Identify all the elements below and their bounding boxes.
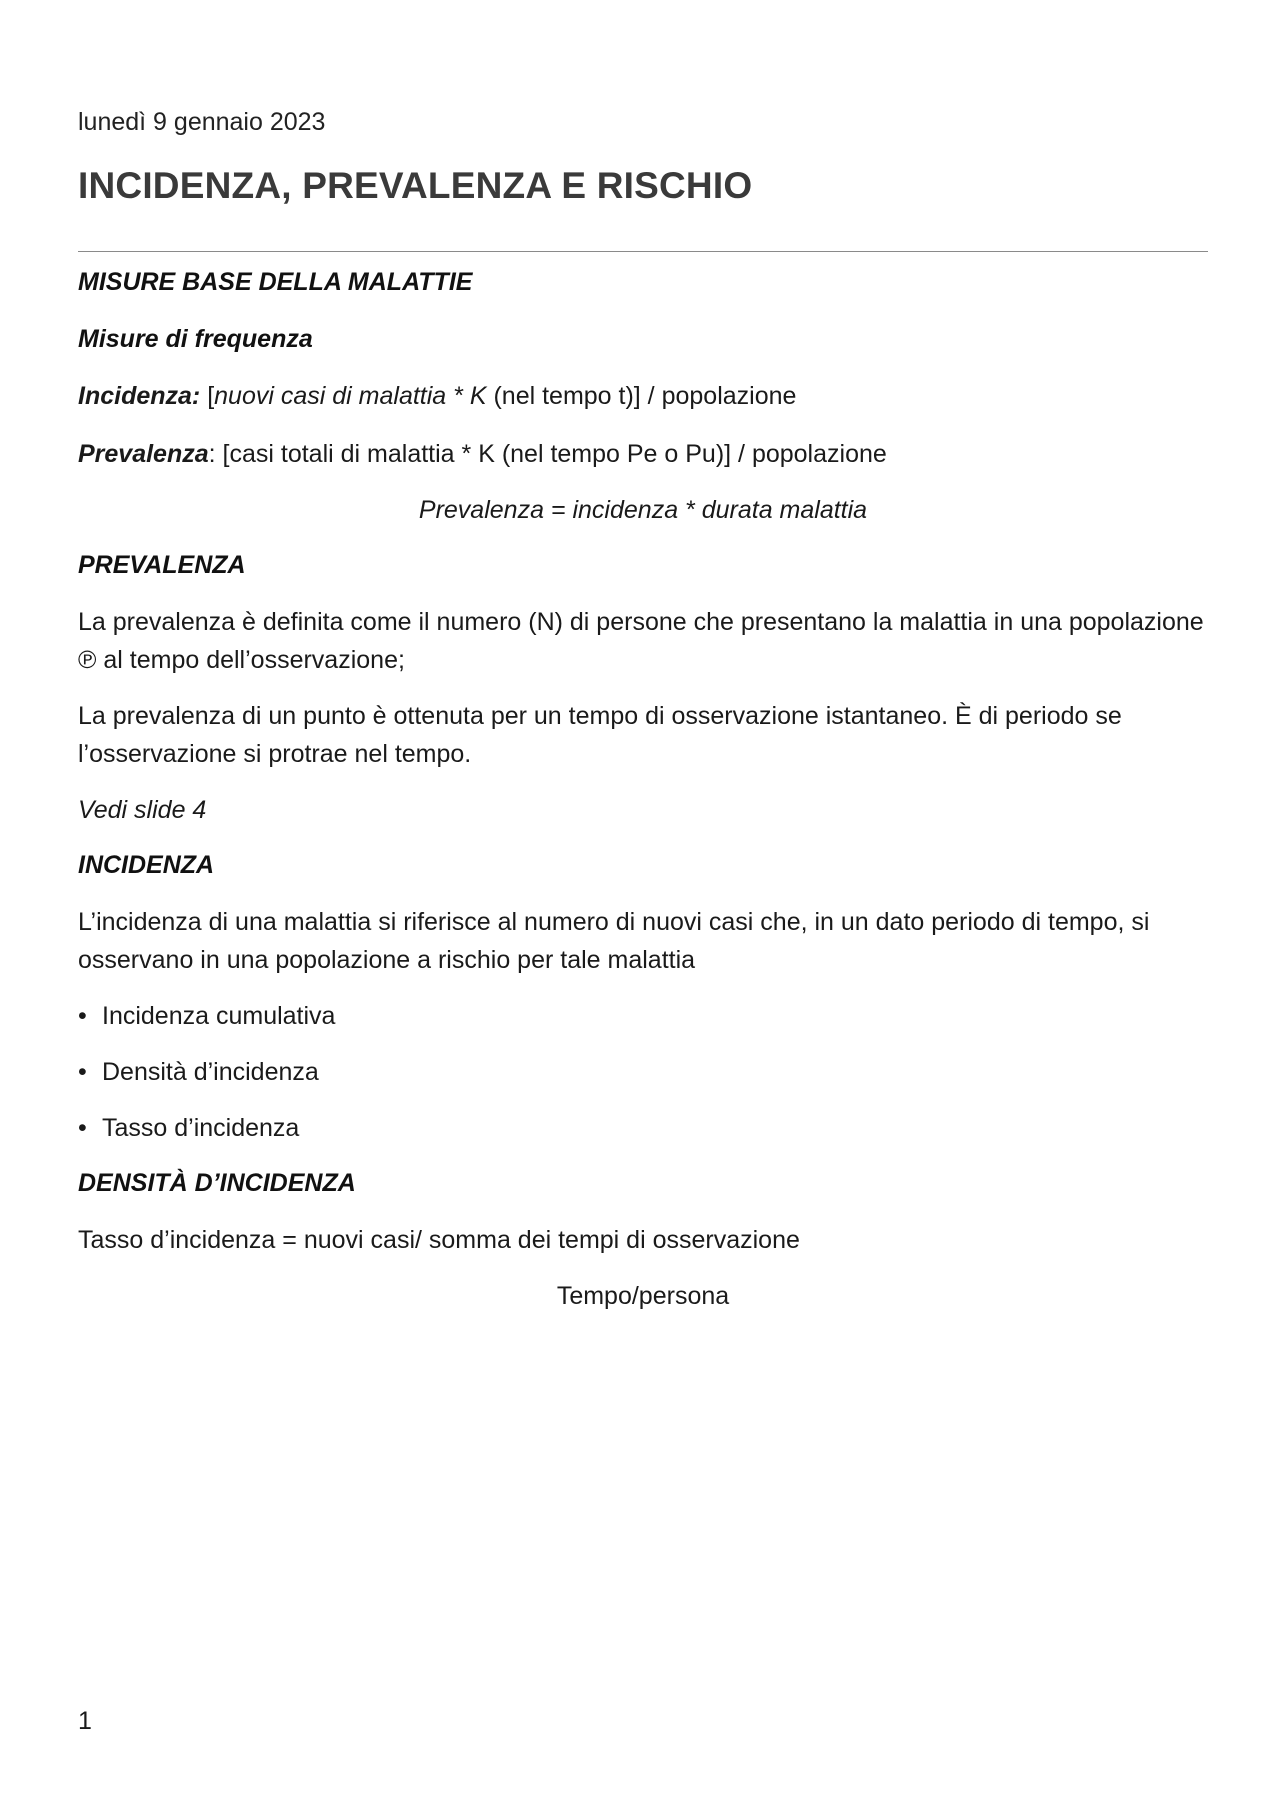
bullet-icon: • xyxy=(78,1002,87,1030)
heading-misure-base: MISURE BASE DELLA MALATTIE xyxy=(78,268,473,296)
incidenza-label: Incidenza: xyxy=(78,382,201,410)
tempo-persona-label: Tempo/persona xyxy=(556,1282,730,1310)
heading-densita-incidenza: DENSITÀ D’INCIDENZA xyxy=(78,1169,356,1197)
incidenza-formula xyxy=(78,377,1208,415)
heading-prevalenza: PREVALENZA xyxy=(78,551,246,579)
document-date: lunedì 9 gennaio 2023 xyxy=(78,108,326,136)
tasso-incidenza-formula: Tasso d’incidenza = nuovi casi/ somma dei tempi di osservazione xyxy=(78,1226,800,1254)
prevalenza-paragraph-1: La prevalenza è definita come il numero (N) di persone che presentano la malattia in una popolazione ℗ al tempo dell’osservazione; xyxy=(78,608,1204,674)
title-divider xyxy=(78,251,1208,252)
prevalenza-paragraph-2: La prevalenza di un punto è ottenuta per un tempo di osservazione istantaneo. È di periodo se l’osservazione si protrae nel tempo. xyxy=(78,702,1122,768)
subheading-misure-frequenza: Misure di frequenza xyxy=(78,325,313,353)
bullet-icon: • xyxy=(78,1114,87,1142)
list-item: • Incidenza cumulativa xyxy=(78,997,1208,1035)
heading-incidenza: INCIDENZA xyxy=(78,851,215,879)
incidenza-types-list xyxy=(78,997,1208,1147)
prevalenza-relation: Prevalenza = incidenza * durata malattia xyxy=(418,496,868,524)
document-page xyxy=(78,104,1208,1315)
list-item: • Tasso d’incidenza xyxy=(78,1109,1208,1147)
list-item: • Densità d’incidenza xyxy=(78,1053,1208,1091)
vedi-slide-note: Vedi slide 4 xyxy=(78,796,207,824)
page-title: INCIDENZA, PREVALENZA E RISCHIO xyxy=(78,165,753,206)
prevalenza-label: Prevalenza xyxy=(78,440,209,468)
incidenza-formula-italic: nuovi casi di malattia * K xyxy=(214,382,487,410)
page-number: 1 xyxy=(78,1707,92,1735)
prevalenza-formula xyxy=(78,435,1208,473)
incidenza-paragraph: L’incidenza di una malattia si riferisce al numero di nuovi casi che, in un dato periodo di tempo, si osservano in una popolazione a rischio per tale malattia xyxy=(78,908,1150,974)
incidenza-open-bracket: [ xyxy=(200,382,215,410)
incidenza-formula-rest: (nel tempo t)] / popolazione xyxy=(486,382,797,410)
prevalenza-formula-rest: : [casi totali di malattia * K (nel tempo Pe o Pu)] / popolazione xyxy=(208,440,887,468)
bullet-icon: • xyxy=(78,1058,87,1086)
